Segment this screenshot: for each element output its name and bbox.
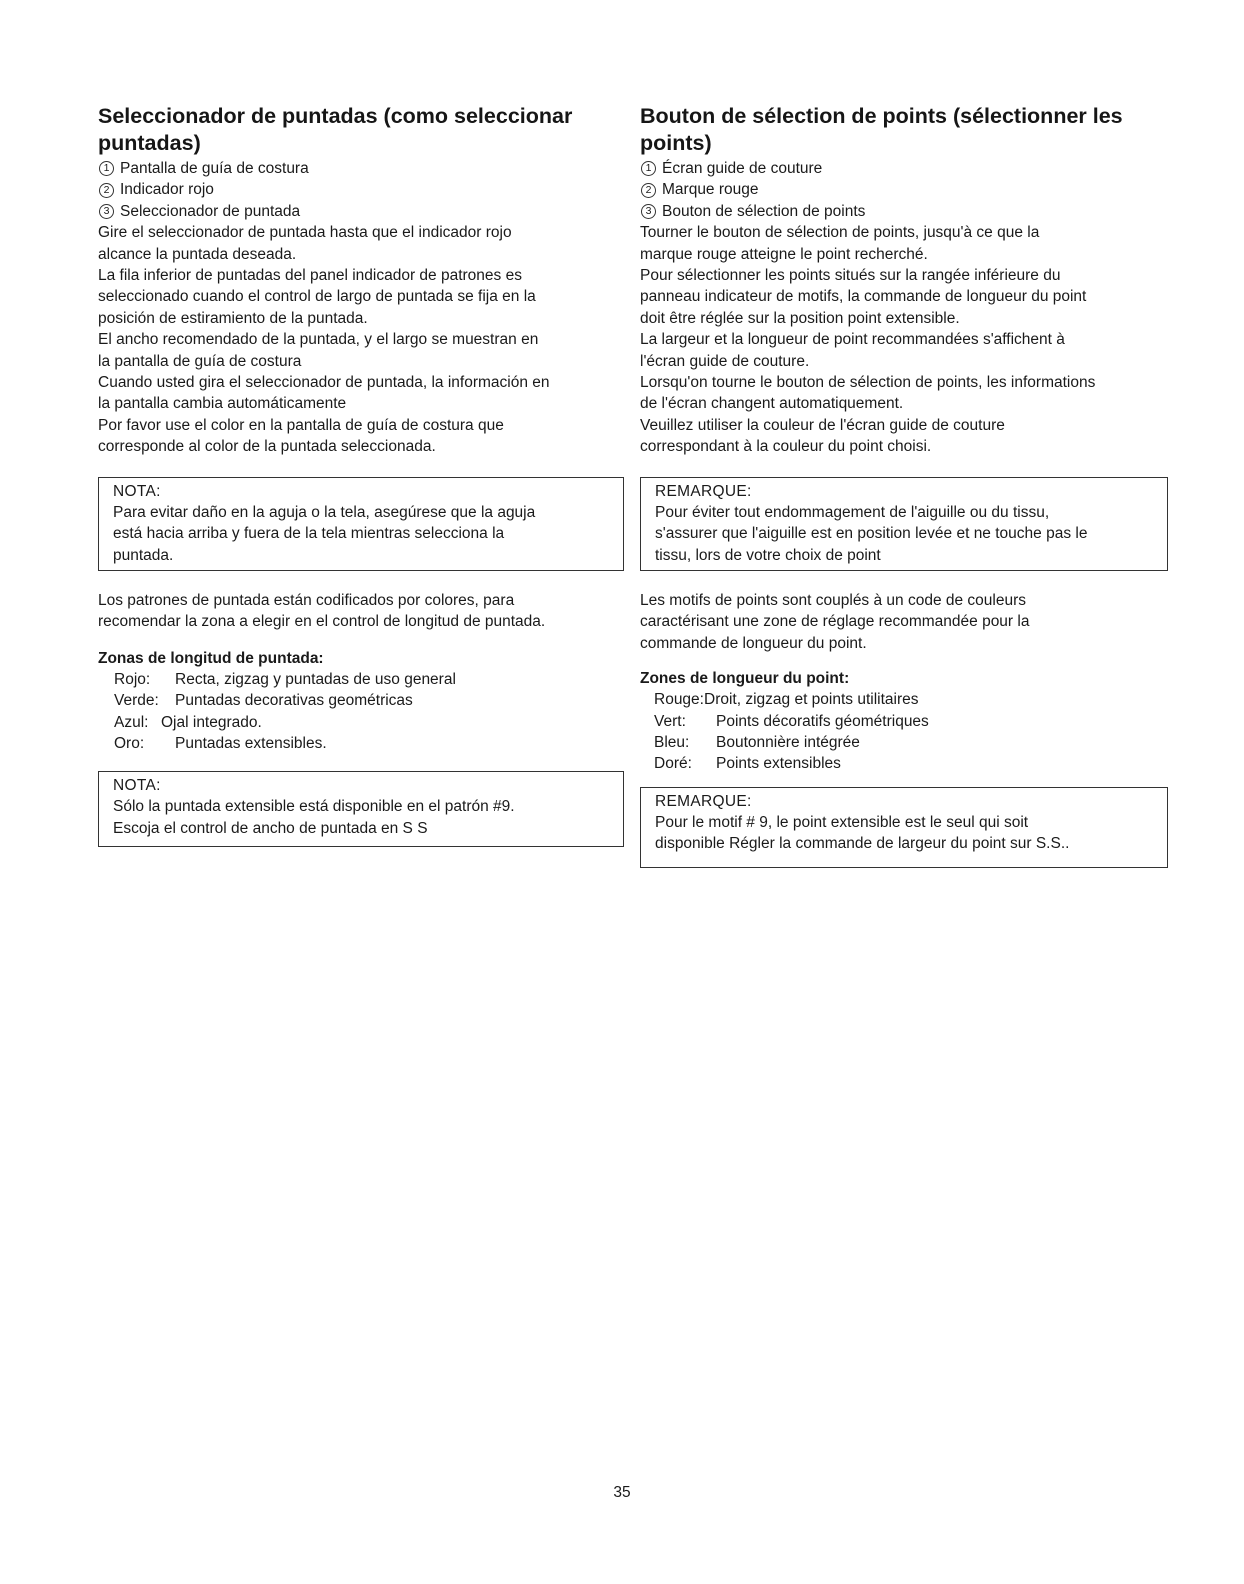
note-label: NOTA: [113, 777, 161, 795]
french-column [640, 103, 1168, 868]
zone-label: Bleu: [654, 733, 690, 751]
french-title [640, 103, 1168, 157]
zone-label: Doré: [654, 755, 692, 773]
body-line: l'écran guide de couture. [640, 352, 810, 370]
body-paragraph [98, 222, 624, 457]
zone-text: Puntadas decorativas geométricas [175, 692, 413, 710]
remarque-box [640, 787, 1168, 868]
body-line: doit être réglée sur la position point extensible. [640, 309, 960, 327]
zone-row [98, 712, 624, 733]
body-line: El ancho recomendado de la puntada, y el largo se muestran en [98, 331, 539, 349]
enum-text: Écran guide de couture [662, 160, 823, 177]
note-line: Escoja el control de ancho de puntada en S S [113, 819, 428, 837]
body-line: panneau indicateur de motifs, la commande de longueur du point [640, 288, 1087, 306]
enum-list [98, 158, 624, 222]
note-line: disponible Régler la commande de largeur du point sur S.S.. [655, 835, 1070, 853]
zones-heading: Zones de longueur du point: [640, 670, 850, 688]
zone-label: Azul: [114, 713, 149, 731]
zone-text: Points décoratifs géométriques [716, 712, 929, 730]
note-label: NOTA: [113, 482, 161, 500]
note-line: Sólo la puntada extensible está disponible en el patrón #9. [113, 798, 515, 816]
circled-number: 2 [641, 183, 656, 198]
zone-row [98, 669, 624, 690]
spanish-title [98, 103, 624, 157]
note-line: puntada. [113, 546, 174, 564]
body-line: Tourner le bouton de sélection de points, jusqu'à ce que la [640, 224, 1040, 242]
body-line: Lorsqu'on tourne le bouton de sélection de points, les informations [640, 374, 1096, 392]
zone-row [640, 732, 1168, 753]
zones-list [98, 669, 624, 755]
zone-row [98, 690, 624, 711]
note-line: Para evitar daño en la aguja o la tela, asegúrese que la aguja [113, 503, 536, 521]
note-label: REMARQUE: [655, 792, 752, 810]
enum-item [98, 158, 624, 179]
body-line: caractérisant une zone de réglage recommandée pour la [640, 613, 1030, 631]
note-label: REMARQUE: [655, 482, 752, 500]
zone-label: Oro: [114, 734, 145, 752]
note-line: tissu, lors de votre choix de point [655, 546, 881, 564]
page-number: 35 [613, 1484, 631, 1501]
body-line: alcance la puntada deseada. [98, 245, 297, 263]
zone-row [98, 733, 624, 754]
circled-number: 2 [99, 183, 114, 198]
title-line: puntadas) [98, 131, 201, 155]
color-code-paragraph [98, 590, 624, 633]
zones-list [640, 689, 1168, 775]
zones-heading: Zonas de longitud de puntada: [98, 649, 324, 667]
body-line: La fila inferior de puntadas del panel indicador de patrones es [98, 267, 522, 285]
note-line: está hacia arriba y fuera de la tela mientras selecciona la [113, 525, 505, 543]
body-line: la pantalla de guía de costura [98, 352, 302, 370]
body-line: Por favor use el color en la pantalla de guía de costura que [98, 416, 504, 434]
body-paragraph [640, 222, 1168, 457]
body-line: seleccionado cuando el control de largo de puntada se fija en la [98, 288, 536, 306]
circled-number: 3 [641, 204, 656, 219]
circled-number: 1 [641, 161, 656, 176]
body-line: Les motifs de points sont couplés à un code de couleurs [640, 591, 1027, 609]
zone-text: Puntadas extensibles. [175, 734, 327, 752]
note-line: s'assurer que l'aiguille est en position levée et ne touche pas le [655, 525, 1088, 543]
enum-item [98, 179, 624, 200]
enum-text: Seleccionador de puntada [120, 202, 301, 220]
zone-text: Boutonnière intégrée [716, 733, 860, 751]
body-line: recomendar la zona a elegir en el control de longitud de puntada. [98, 613, 546, 631]
body-line: marque rouge atteigne le point recherché. [640, 245, 928, 263]
zone-text: Droit, zigzag et points utilitaires [704, 691, 919, 709]
enum-text: Bouton de sélection de points [662, 202, 866, 220]
body-line: de l'écran changent automatiquement. [640, 395, 904, 413]
circled-number: 1 [99, 161, 114, 176]
zone-text: Recta, zigzag y puntadas de uso general [175, 670, 456, 688]
remarque-box [640, 477, 1168, 571]
body-line: la pantalla cambia automáticamente [98, 395, 347, 413]
body-line: Pour sélectionner les points situés sur la rangée inférieure du [640, 267, 1061, 285]
enum-item [640, 201, 1168, 222]
title-line: Seleccionador de puntadas (como seleccionar [98, 104, 573, 128]
enum-text: Marque rouge [662, 181, 759, 199]
note-line: Pour éviter tout endommagement de l'aiguille ou du tissu, [655, 503, 1050, 521]
zone-label: Rojo: [114, 670, 151, 688]
zone-row [640, 711, 1168, 732]
enum-text: Indicador rojo [120, 181, 214, 199]
note-box [98, 477, 624, 571]
spanish-column [98, 103, 624, 847]
body-line: Gire el seleccionador de puntada hasta que el indicador rojo [98, 224, 512, 242]
enum-list [640, 158, 1168, 222]
body-line: corresponde al color de la puntada seleccionada. [98, 438, 436, 456]
circled-number: 3 [99, 204, 114, 219]
body-line: correspondant à la couleur du point choisi. [640, 438, 932, 456]
body-line: posición de estiramiento de la puntada. [98, 309, 368, 327]
body-line: Veuillez utiliser la couleur de l'écran guide de couture [640, 416, 1005, 434]
body-line: commande de longueur du point. [640, 634, 867, 652]
zone-row [640, 689, 1168, 710]
color-code-paragraph [640, 590, 1168, 654]
zone-label: Rouge: [654, 691, 704, 709]
zone-label: Vert: [654, 712, 686, 730]
title-line: points) [640, 131, 712, 155]
title-line: Bouton de sélection de points (sélectionner les [640, 104, 1123, 128]
note-box [98, 771, 624, 847]
body-line: Los patrones de puntada están codificados por colores, para [98, 591, 515, 609]
zone-text: Ojal integrado. [161, 713, 262, 731]
note-line: Pour le motif # 9, le point extensible est le seul qui soit [655, 813, 1029, 831]
zone-text: Points extensibles [716, 755, 841, 773]
body-line: La largeur et la longueur de point recommandées s'affichent à [640, 331, 1065, 349]
enum-text: Pantalla de guía de costura [120, 160, 309, 177]
enum-item [98, 201, 624, 222]
zone-label: Verde: [114, 692, 159, 710]
zone-row [640, 753, 1168, 774]
enum-item [640, 158, 1168, 179]
body-line: Cuando usted gira el seleccionador de puntada, la información en [98, 374, 550, 392]
enum-item [640, 179, 1168, 200]
